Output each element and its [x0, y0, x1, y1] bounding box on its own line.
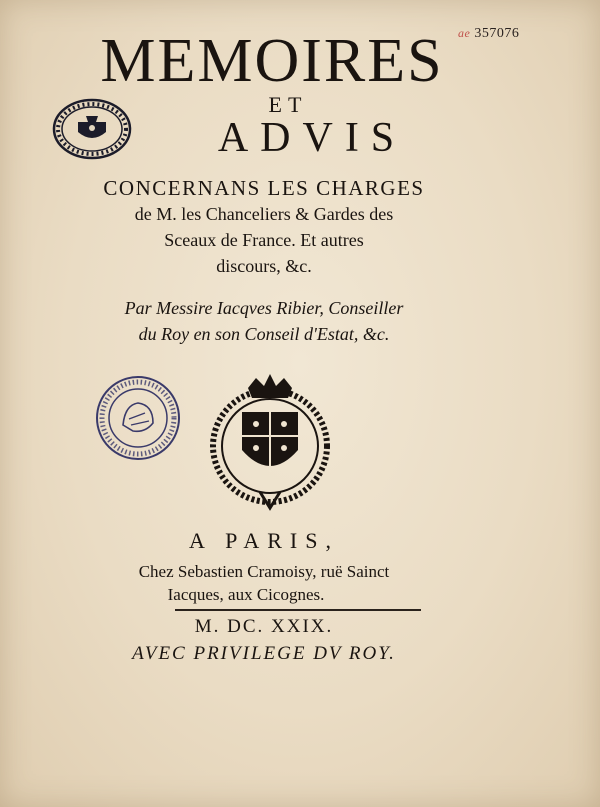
shelfmark-prefix: ae: [458, 26, 471, 40]
library-seal-icon: [95, 375, 181, 461]
shelfmark-number: 357076: [474, 26, 520, 41]
author-line-1: Par Messire Iacqves Ribier, Conseiller: [124, 298, 404, 318]
subtitle-line-1: CONCERNANS LES CHARGES: [103, 176, 425, 200]
subtitle-line-2: de M. les Chanceliers & Gardes des: [134, 204, 394, 224]
library-stamp-icon: [52, 98, 132, 160]
title-et: ET: [268, 92, 308, 117]
author-line-2: du Roy en son Conseil d'Estat, &c.: [138, 324, 390, 344]
imprint-publisher: Chez Sebastien Cramoisy, ruë Sainct: [138, 562, 390, 581]
imprint-address: Iacques, aux Cicognes.: [167, 585, 325, 604]
imprint-divider: [175, 609, 421, 611]
subtitle-line-3: Sceaux de France. Et autres: [164, 230, 364, 250]
subtitle-line-4: discours, &c.: [216, 256, 312, 276]
imprint-date: M. DC. XXIX.: [194, 616, 334, 637]
imprint-city: A PARIS,: [188, 528, 339, 553]
title-advis: ADVIS: [217, 115, 407, 161]
royal-coat-of-arms-icon: [208, 372, 332, 512]
imprint-privilege: AVEC PRIVILEGE DV ROY.: [132, 643, 396, 664]
title-main: MEMOIRES: [100, 27, 444, 95]
